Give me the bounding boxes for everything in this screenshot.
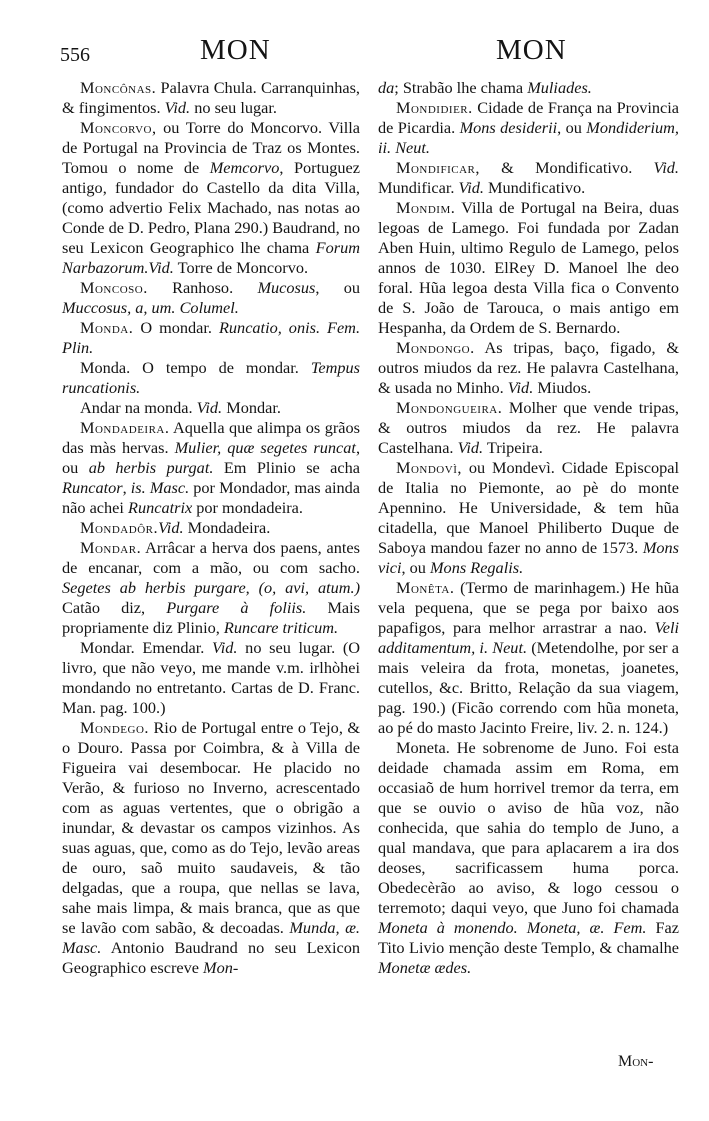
dictionary-entry <box>62 398 360 418</box>
dictionary-entry <box>62 318 360 358</box>
entry-italic-text: Monetæ ædes. <box>378 958 472 977</box>
entry-text: Molher que vende tripas, & outros miudos da rez. He palavra Castelhana. <box>378 398 679 457</box>
entry-text: Palavra Chula. Carranquinhas, & fingimentos. <box>62 78 360 117</box>
entry-text: por mondadeira. <box>192 498 303 517</box>
entry-headword: Monda. <box>80 318 134 337</box>
dictionary-entry <box>378 158 679 198</box>
dictionary-entry <box>62 278 360 318</box>
entry-text: , <box>122 478 131 497</box>
entry-headword: Monêta. <box>396 578 455 597</box>
entry-text: , Portuguez antigo, fundador do Castello da dita Villa, (como advertio Felix Machado, nas notas ao Conde de D. Pedro, Plana 290.) Baudrand, no seu Lexicon Geographico lhe chama <box>62 158 361 257</box>
entry-text: Torre de Moncorvo. <box>173 258 309 277</box>
entry-text: ; Strabão lhe chama <box>394 78 528 97</box>
entry-italic-text: Vid. <box>196 398 223 417</box>
entry-italic-text: Vid. <box>164 98 191 117</box>
dictionary-entry <box>62 638 360 718</box>
dictionary-entry <box>62 538 360 638</box>
page-header <box>0 34 709 74</box>
dictionary-entry <box>62 358 360 398</box>
entry-text: no seu lugar. (O livro, que não veyo, me mande v.m. irlhòhei mondando no entretanto. Cartas de D. Franc. Man. pag. 100.) <box>62 638 360 717</box>
entry-italic-text: Moneta à monendo. Moneta, æ. Fem. <box>378 918 647 937</box>
entry-text: (Metendolhe, por ser a mais veleira da frota, monetas, joanetes, cutellos, &c. Britto, Relação da sua viagem, pag. 190.) (Ficão correndo com hũa moneta, ao pé do masto Jacinto Freire, liv. 2. n. 124.) <box>378 638 680 737</box>
entry-italic-text: Runcator <box>62 478 123 497</box>
entry-headword: Moncorvo, <box>80 118 157 137</box>
entry-headword: Mondovì, <box>396 458 462 477</box>
entry-headword: Mondar. <box>80 538 142 557</box>
dictionary-entry <box>62 718 360 978</box>
entry-text: Andar na monda. <box>80 398 197 417</box>
entry-italic-text: Munda, æ. Masc. <box>62 918 360 957</box>
dictionary-entry <box>378 398 679 458</box>
entry-italic-text: Forum Narbazorum.Vid. <box>62 238 360 277</box>
entry-text: Mondadeira. <box>183 518 271 537</box>
dictionary-entry <box>378 458 679 578</box>
entry-italic-text: Tempus runcationis. <box>62 358 360 397</box>
entry-text: ou Mondevì. Cidade Episcopal de Italia no Piemonte, ao pè do monte Apennino. He Universidade, & tem hũa citadella, que Manoel Philiberto Duque de Saboya mandou fazer no anno de 1573. <box>378 458 679 557</box>
entry-text: Mondar. Emendar. <box>80 638 213 657</box>
entry-italic-text: Runcare triticum. <box>223 618 339 637</box>
entry-text: Faz Tito Livio menção deste Templo, & chamalhe <box>378 918 680 957</box>
entry-text: Catão diz, <box>62 598 167 617</box>
entry-headword: Mondongueira. <box>396 398 503 417</box>
entry-italic-text: Runcatio, onis. Fem. Plin. <box>62 318 361 357</box>
dictionary-entry <box>378 578 679 738</box>
dictionary-entry <box>378 338 679 398</box>
entry-italic-text: Segetes ab herbis purgare, (o, avi, atum.) <box>62 578 360 597</box>
left-column <box>62 78 360 978</box>
entry-italic-text: Mulier, quæ segetes runcat <box>174 438 356 457</box>
entry-text: , ou <box>401 558 430 577</box>
entry-text: Villa de Portugal na Beira, duas legoas de Lamego. Foi fundada por Zadan Aben Huin, ultimo Regulo de Lamego, pelos annos de 1030. ElRey D. Manoel lhe deo foral. Hũa legoa desta Villa fica o Convento de S. João de Tarouca, o mais antigo em Hespanha, da Ordem de S. Bernardo. <box>378 198 679 337</box>
running-head-right: MON <box>496 34 567 66</box>
entry-headword: Moncônas. <box>80 78 157 97</box>
entry-italic-text: Mons vici <box>378 538 679 577</box>
entry-text: Miudos. <box>533 378 592 397</box>
entry-text: As tripas, baço, figado, & outros miudos da rez. He palavra Castelhana, & usada no Minho. <box>378 338 679 397</box>
entry-text: Moneta. He sobrenome de Juno. Foi esta deidade chamada assim em Roma, em occasiaõ de hum horrivel tremor da terra, em que se ouvio o aviso de hũa voz, não conhecida, que sahia do templo de Juno, a qual mandava, que para aplacarem a ira dos deoses, sacrificassem huma porca. Obedecèrão ao aviso, & logo cessou o terremoto; daqui veyo, que Juno foi chamada <box>378 738 679 917</box>
entry-headword: Mondadeira. <box>80 418 170 437</box>
entry-headword: Mondidier. <box>396 98 473 117</box>
entry-text: Aquella que alimpa os grãos das màs hervas. <box>62 418 360 457</box>
entry-italic-text: Vid. <box>458 178 484 197</box>
entry-italic-text: Vid. <box>212 638 238 657</box>
dictionary-entry <box>378 198 679 338</box>
entry-text: & Mondificativo. <box>479 158 654 177</box>
entry-text: no seu lugar. <box>190 98 277 117</box>
entry-italic-text: Muliades. <box>527 78 592 97</box>
entry-headword: Mondego. <box>80 718 149 737</box>
entry-italic-text: Muccosus, a, um. Columel. <box>62 298 239 317</box>
entry-text: , ou <box>557 118 587 137</box>
dictionary-entry <box>378 98 679 158</box>
right-column <box>378 78 679 978</box>
entry-italic-text: Mons desiderii <box>459 118 558 137</box>
entry-italic-text: Purgare à foliis. <box>166 598 307 617</box>
entry-text: Mais propriamente diz Plinio, <box>62 598 361 637</box>
entry-text: Mundificar. <box>378 178 459 197</box>
entry-text: Mondar. <box>222 398 281 417</box>
entry-headword: Mondongo. <box>396 338 475 357</box>
dictionary-entry <box>62 418 360 518</box>
entry-text: Cidade de França na Provincia de Picardia. <box>378 98 679 137</box>
dictionary-entry <box>378 78 679 98</box>
entry-italic-text: Mucosus <box>257 278 316 297</box>
entry-italic-text: Vid. <box>507 378 534 397</box>
entry-text: ou Torre do Moncorvo. Villa de Portugal na Provincia de Traz os Montes. Tomou o nome de <box>62 118 360 177</box>
entry-text: Arrâcar a herva dos paens, antes de encanar, com a mão, ou com sacho. <box>62 538 360 577</box>
page-number: 556 <box>60 44 90 66</box>
entry-headword: Mondificar, <box>396 158 480 177</box>
entry-italic-text: Vid. <box>457 438 484 457</box>
entry-italic-text: Mondiderium, ii. Neut. <box>378 118 679 157</box>
entry-text: Rio de Portugal entre o Tejo, & o Douro. Passa por Coimbra, & à Villa de Figueira vai desembocar. He placido no Verão, & furioso no Inverno, acrescentado com as aguas vertentes, que o obrigão a inundar, & devastar os campos vizinhos. As suas aguas, que, como as do Tejo, levão areas de ouro, saõ muito saudaveis, & tão delgadas, que a roupa, que nellas se lava, sahe mais limpa, & mais branca, que as que se lavão com sabão, & decoadas. <box>62 718 360 937</box>
running-head-left: MON <box>200 34 271 66</box>
entry-headword: Moncoso. <box>80 278 148 297</box>
dictionary-entry <box>62 518 360 538</box>
dictionary-entry <box>62 118 360 278</box>
entry-text: Mundificativo. <box>483 178 586 197</box>
dictionary-entry <box>62 78 360 118</box>
entry-italic-text: Veli additamentum, i. Neut. <box>378 618 679 657</box>
entry-text: Ranhoso. <box>147 278 258 297</box>
entry-headword: Mondim. <box>396 198 456 217</box>
entry-text: Monda. O tempo de mondar. <box>80 358 311 377</box>
entry-italic-text: Vid. <box>653 158 679 177</box>
entry-italic-text: Memcorvo <box>209 158 280 177</box>
entry-italic-text: Vid. <box>158 518 184 537</box>
entry-text: por Mondador, mas ainda não achei <box>62 478 361 517</box>
entry-text: (Termo de marinhagem.) He hũa vela pequena, que se pega por baixo aos papafigos, para melhor arrastrar a nao. <box>378 578 679 637</box>
entry-text: , ou <box>62 438 361 477</box>
dictionary-entry <box>378 738 679 978</box>
entry-text: , ou <box>315 278 360 297</box>
entry-italic-text: Mons Regalis. <box>430 558 524 577</box>
entry-italic-text: ab herbis purgat. <box>88 458 214 477</box>
entry-text: O mondar. <box>133 318 219 337</box>
entry-text: Antonio Baudrand no seu Lexicon Geographico escreve <box>62 938 360 977</box>
entry-italic-text: da <box>378 78 395 97</box>
catchword: Mon- <box>618 1053 654 1070</box>
entry-italic-text: is. Masc. <box>130 478 190 497</box>
entry-italic-text: Runcatrix <box>128 498 193 517</box>
entry-headword: Mondadôr. <box>80 518 159 537</box>
entry-italic-text: Mon- <box>203 958 239 977</box>
entry-text: Em Plinio se acha <box>213 458 360 477</box>
entry-text: Tripeira. <box>483 438 543 457</box>
